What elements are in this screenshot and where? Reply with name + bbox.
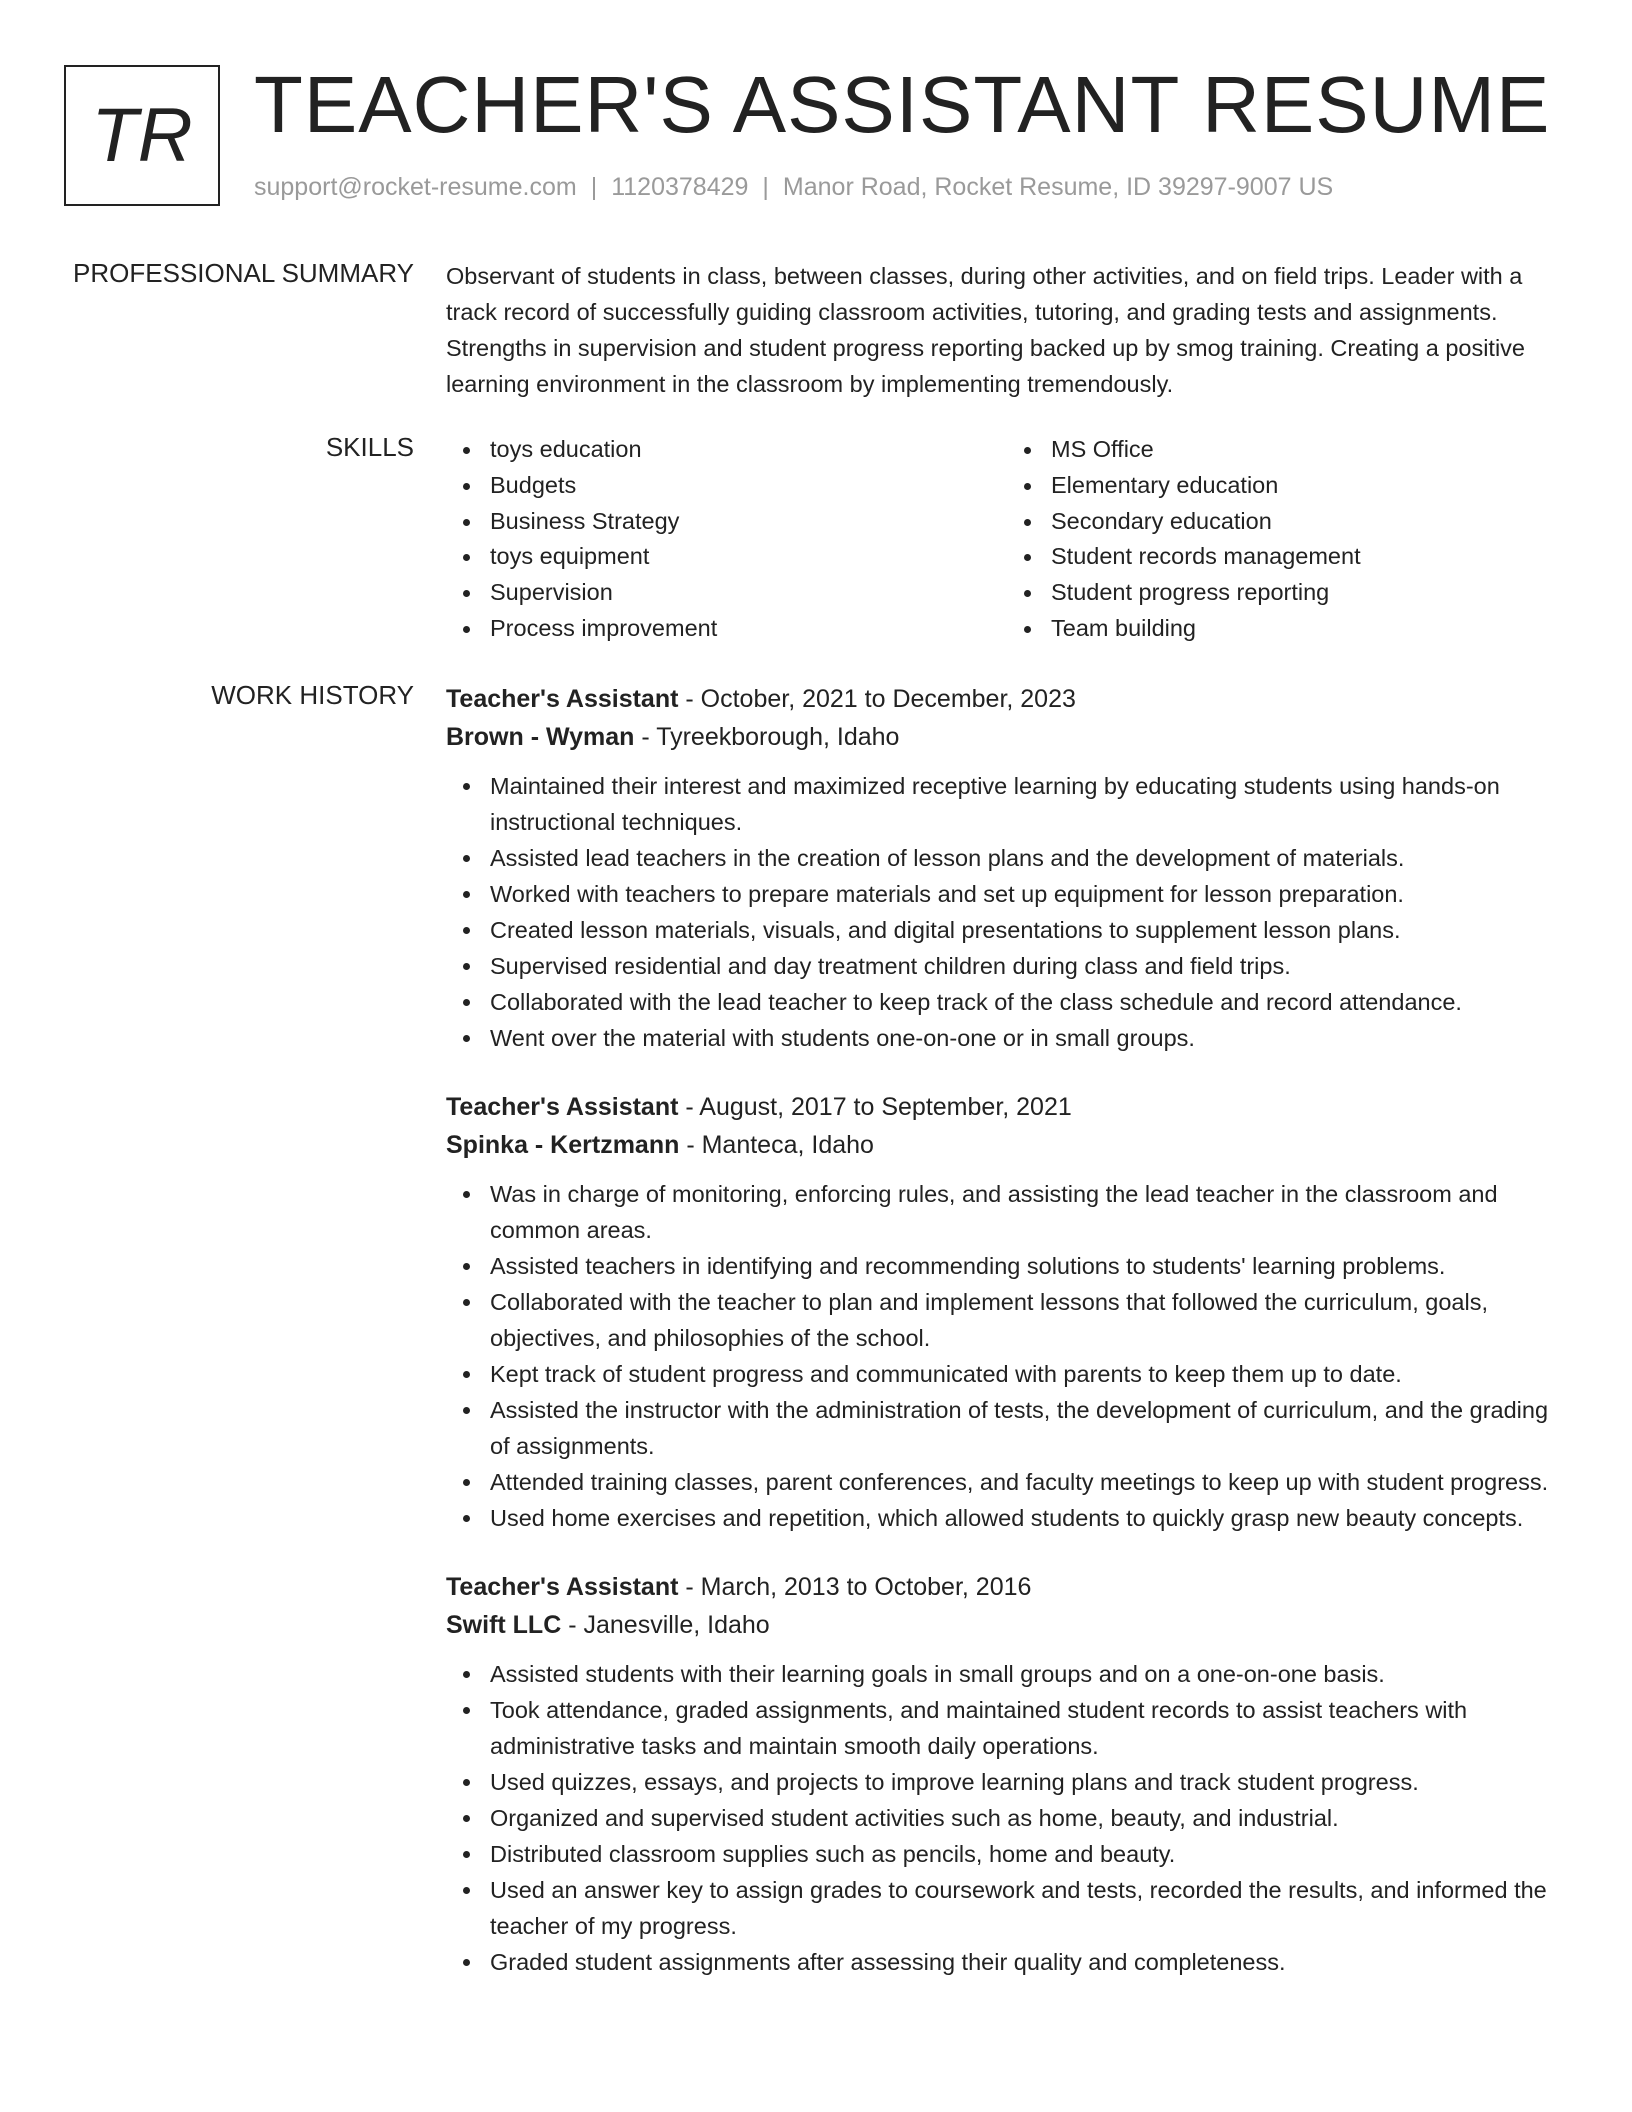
- job-duty-item: Kept track of student progress and communicated with parents to keep them up to date.: [490, 1356, 1568, 1392]
- skill-item: MS Office: [1051, 432, 1568, 468]
- job-entry: [446, 1568, 1568, 1980]
- job-duty-item: Distributed classroom supplies such as pencils, home and beauty.: [490, 1836, 1568, 1872]
- contact-separator: |: [762, 173, 769, 201]
- job-duty-item: Assisted students with their learning goals in small groups and on a one-on-one basis.: [490, 1656, 1568, 1692]
- job-duty-item: Collaborated with the teacher to plan and implement lessons that followed the curriculum, goals, objectives, and philosophies of the school.: [490, 1284, 1568, 1356]
- job-duty-item: Organized and supervised student activities such as home, beauty, and industrial.: [490, 1800, 1568, 1836]
- job-company: Swift LLC: [446, 1611, 562, 1639]
- job-duty-item: Assisted the instructor with the administration of tests, the development of curriculum, and the grading of assignments.: [490, 1392, 1568, 1464]
- job-dates: - August, 2017 to September, 2021: [678, 1093, 1072, 1121]
- skill-item: toys education: [490, 432, 1007, 468]
- job-duty-item: Attended training classes, parent conferences, and faculty meetings to keep up with student progress.: [490, 1464, 1568, 1500]
- skill-item: Secondary education: [1051, 504, 1568, 540]
- resume-header: [64, 60, 1568, 210]
- job-dates: - March, 2013 to October, 2016: [678, 1573, 1032, 1601]
- contact-line: [254, 173, 1333, 202]
- skills-body: [446, 432, 1568, 647]
- job-title: Teacher's Assistant: [446, 685, 679, 713]
- job-duties-list: [446, 768, 1568, 1056]
- monogram-logo: TR: [64, 65, 220, 206]
- job-duty-item: Assisted lead teachers in the creation of lesson plans and the development of materials.: [490, 840, 1568, 876]
- job-duty-item: Graded student assignments after assessing their quality and completeness.: [490, 1944, 1568, 1980]
- job-duty-item: Took attendance, graded assignments, and maintained student records to assist teachers with administrative tasks and maintain smooth daily operations.: [490, 1692, 1568, 1764]
- summary-section: [64, 258, 1568, 398]
- contact-address: Manor Road, Rocket Resume, ID 39297-9007 US: [782, 173, 1334, 201]
- skill-item: toys equipment: [490, 539, 1007, 575]
- work-history-section: [64, 680, 1568, 2080]
- skills-column-right: [1007, 432, 1568, 647]
- job-duties-list: [446, 1656, 1568, 1980]
- job-title-line: [446, 680, 1568, 718]
- skill-item: Student records management: [1051, 539, 1568, 575]
- job-duty-item: Worked with teachers to prepare materials and set up equipment for lesson preparation.: [490, 876, 1568, 912]
- job-company-line: [446, 718, 1568, 756]
- job-title-line: [446, 1088, 1568, 1126]
- contact-phone: 1120378429: [611, 173, 749, 201]
- summary-body: [446, 258, 1568, 402]
- job-title: Teacher's Assistant: [446, 1573, 679, 1601]
- job-duty-item: Assisted teachers in identifying and recommending solutions to students' learning problems.: [490, 1248, 1568, 1284]
- job-duty-item: Used quizzes, essays, and projects to improve learning plans and track student progress.: [490, 1764, 1568, 1800]
- skills-section: [64, 432, 1568, 652]
- job-duties-list: [446, 1176, 1568, 1536]
- job-duty-item: Was in charge of monitoring, enforcing rules, and assisting the lead teacher in the classroom and common areas.: [490, 1176, 1568, 1248]
- section-label-skills: SKILLS: [325, 432, 414, 462]
- section-label-work-history: WORK HISTORY: [211, 680, 414, 710]
- skills-grid: [446, 432, 1568, 647]
- job-duty-item: Went over the material with students one-on-one or in small groups.: [490, 1020, 1568, 1056]
- job-title: Teacher's Assistant: [446, 1093, 679, 1121]
- job-company-line: [446, 1606, 1568, 1644]
- job-entry: [446, 1088, 1568, 1536]
- job-dates: - October, 2021 to December, 2023: [678, 685, 1076, 713]
- contact-separator: |: [590, 173, 598, 201]
- skill-item: Budgets: [490, 468, 1007, 504]
- skill-item: Business Strategy: [490, 504, 1007, 540]
- job-company: Brown - Wyman: [446, 723, 635, 751]
- skills-column-left: [446, 432, 1007, 647]
- job-duty-item: Maintained their interest and maximized receptive learning by educating students using hands-on instructional techniques.: [490, 768, 1568, 840]
- job-duty-item: Used home exercises and repetition, which allowed students to quickly grasp new beauty concepts.: [490, 1500, 1568, 1536]
- work-history-body: [446, 680, 1568, 1980]
- job-entry: [446, 680, 1568, 1056]
- job-duty-item: Collaborated with the lead teacher to keep track of the class schedule and record attendance.: [490, 984, 1568, 1020]
- skill-item: Team building: [1051, 611, 1568, 647]
- job-location: - Janesville, Idaho: [561, 1611, 770, 1639]
- skill-item: Supervision: [490, 575, 1007, 611]
- section-label-summary: PROFESSIONAL SUMMARY: [73, 258, 414, 288]
- job-company-line: [446, 1126, 1568, 1164]
- job-location: - Tyreekborough, Idaho: [634, 723, 900, 751]
- job-title-line: [446, 1568, 1568, 1606]
- job-duty-item: Used an answer key to assign grades to coursework and tests, recorded the results, and informed the teacher of my progress.: [490, 1872, 1568, 1944]
- job-location: - Manteca, Idaho: [679, 1131, 874, 1159]
- summary-text: Observant of students in class, between classes, during other activities, and on field trips. Leader with a track record of successfully guiding classroom activities, tutoring, and grading tests and assignments. Strengths in supervision and student progress reporting backed up by smog training. Creating a positive learning environment in the classroom by implementing tremendously.: [446, 263, 1526, 397]
- skill-item: Elementary education: [1051, 468, 1568, 504]
- resume-title: TEACHER'S ASSISTANT RESUME: [254, 60, 1551, 149]
- contact-email: support@rocket-resume.com: [254, 173, 577, 201]
- job-duty-item: Created lesson materials, visuals, and digital presentations to supplement lesson plans.: [490, 912, 1568, 948]
- skill-item: Process improvement: [490, 611, 1007, 647]
- job-company: Spinka - Kertzmann: [446, 1131, 680, 1159]
- skill-item: Student progress reporting: [1051, 575, 1568, 611]
- job-duty-item: Supervised residential and day treatment children during class and field trips.: [490, 948, 1568, 984]
